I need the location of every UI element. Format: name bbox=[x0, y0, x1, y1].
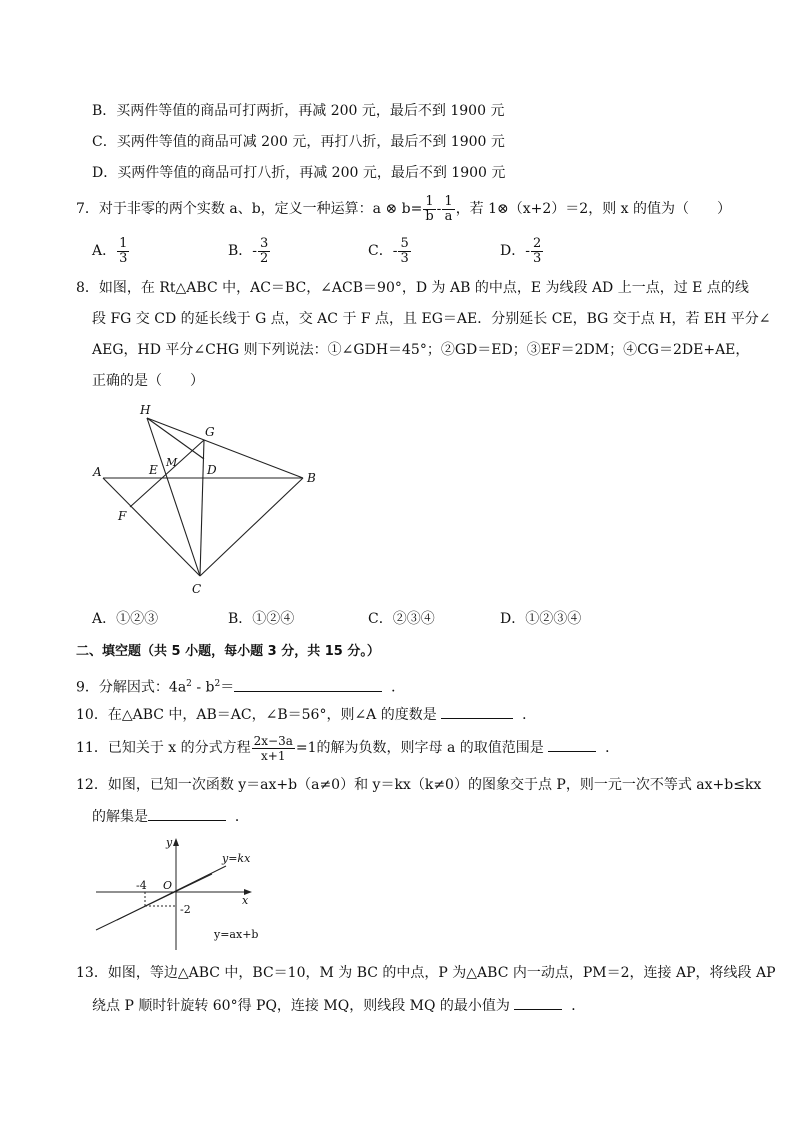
q12-function-graph bbox=[88, 832, 268, 954]
q8-seg-hc bbox=[147, 418, 200, 576]
q12-label-ykx: y=kx bbox=[222, 852, 251, 865]
q10-answer-blank[interactable] bbox=[441, 704, 513, 719]
q7-suffix: ，若 1⊗（x+2）＝2，则 x 的值为（ ） bbox=[455, 201, 732, 217]
q7-frac1-num: 1 bbox=[423, 195, 435, 210]
q10-line bbox=[76, 704, 536, 725]
q12-y-label: y bbox=[166, 836, 173, 849]
q11-prefix: 11．已知关于 x 的分式方程 bbox=[76, 740, 251, 756]
q7-option-b-sign: - bbox=[252, 243, 258, 259]
q7-option-d-label: D． bbox=[500, 243, 526, 259]
q8-label-a: A bbox=[93, 465, 102, 479]
q9-sup1: 2 bbox=[186, 679, 192, 689]
q12-x-label: x bbox=[242, 894, 249, 907]
q13-end: ． bbox=[571, 998, 586, 1014]
q7-option-a-label: A． bbox=[92, 243, 117, 259]
q7-option-b-den: 2 bbox=[260, 250, 269, 266]
q8-option-b: B．①②④ bbox=[228, 611, 295, 627]
q12-line-2 bbox=[92, 806, 249, 827]
q9-end: ． bbox=[391, 679, 406, 696]
q7-frac1-den: b bbox=[425, 208, 434, 224]
q13-line2-text: 绕点 P 顺时针旋转 60°得 PQ，连接 MQ，则线段 MQ 的最小值为 bbox=[92, 998, 510, 1014]
q7-option-d bbox=[500, 236, 544, 266]
q13-line-2 bbox=[92, 995, 585, 1016]
q7-option-d-sign: - bbox=[525, 243, 530, 259]
q10-end: ． bbox=[522, 707, 537, 723]
q9-answer-blank[interactable] bbox=[234, 677, 382, 692]
q7-option-c bbox=[368, 236, 412, 266]
q8-seg-bc bbox=[200, 478, 303, 576]
q7-stem bbox=[76, 194, 731, 224]
q8-seg-hb bbox=[147, 418, 303, 478]
q7-option-c-sign: - bbox=[392, 243, 398, 259]
q11-frac-den: x+1 bbox=[261, 748, 286, 763]
q7-frac1 bbox=[423, 195, 435, 224]
q8-label-h: H bbox=[140, 403, 151, 417]
q8-seg-gf bbox=[130, 440, 204, 507]
q8-line-1: 8．如图，在 Rt△ABC 中，AC＝BC，∠ACB＝90°，D 为 AB 的中点，E 为线段 AD 上一点，过 E 点的线 bbox=[76, 280, 749, 296]
q6-option-c: C．买两件等值的商品可减 200 元，再打八折，最后不到 1900 元 bbox=[92, 134, 505, 150]
q9-prefix: 9．分解因式：4a bbox=[76, 679, 187, 696]
q7-option-c-den: 3 bbox=[400, 250, 409, 266]
q12-label-yaxb: y=ax+b bbox=[214, 928, 259, 941]
q8-triangle-figure bbox=[86, 398, 326, 598]
section-2-heading: 二、填空题（共 5 小题，每小题 3 分，共 15 分。） bbox=[76, 644, 380, 659]
q8-label-c: C bbox=[192, 582, 202, 596]
q8-label-e: E bbox=[149, 463, 158, 477]
q12-end: ． bbox=[234, 809, 249, 825]
q7-option-c-num: 5 bbox=[400, 235, 409, 251]
q12-y-tick-label: -2 bbox=[180, 903, 191, 916]
q7-option-b-num: 3 bbox=[260, 235, 269, 251]
q8-seg-hd bbox=[147, 418, 204, 459]
q8-option-c: C．②③④ bbox=[368, 611, 435, 627]
q9-mid: - b bbox=[191, 679, 215, 696]
q7-option-d-den: 3 bbox=[532, 250, 542, 266]
q13-answer-blank[interactable] bbox=[514, 995, 562, 1010]
q9-eq: ＝ bbox=[220, 679, 235, 696]
q12-origin-label: O bbox=[163, 879, 173, 892]
q11-end: ． bbox=[605, 740, 620, 756]
q13-line-1: 13．如图，等边△ABC 中，BC＝10，M 为 BC 的中点，P 为△ABC 内一动点，PM＝2，连接 AP，将线段 AP bbox=[76, 965, 776, 981]
q7-option-a bbox=[92, 236, 130, 266]
q12-line-1: 12．如图，已知一次函数 y＝ax+b（a≠0）和 y＝kx（k≠0）的图象交于点 P，则一元一次不等式 ax+b≤kx bbox=[76, 777, 762, 793]
q11-suffix: =1的解为负数，则字母 a 的取值范围是 bbox=[295, 740, 544, 756]
q12-answer-blank[interactable] bbox=[148, 806, 226, 821]
q12-line-axb bbox=[96, 874, 212, 930]
q8-label-g: G bbox=[205, 425, 215, 439]
q7-option-b bbox=[228, 236, 271, 266]
q6-option-d: D．买两件等值的商品可打八折，再减 200 元，最后不到 1900 元 bbox=[92, 165, 506, 181]
q8-label-m: M bbox=[166, 456, 178, 469]
q7-option-c-label: C． bbox=[368, 243, 393, 259]
q8-label-f: F bbox=[118, 509, 127, 523]
q7-prefix: 7．对于非零的两个实数 a、b，定义一种运算：a ⊗ b= bbox=[76, 201, 423, 217]
q7-option-d-num: 2 bbox=[532, 235, 542, 251]
q12-x-tick-label: -4 bbox=[136, 879, 147, 892]
q11-answer-blank[interactable] bbox=[548, 737, 596, 752]
q12-y-arrow bbox=[173, 838, 179, 846]
q8-label-b: B bbox=[307, 471, 316, 485]
q8-line-4: 正确的是（ ） bbox=[92, 373, 204, 389]
q10-text: 10．在△ABC 中，AB＝AC，∠B＝56°，则∠A 的度数是 bbox=[76, 707, 437, 723]
q7-minus: - bbox=[436, 201, 442, 217]
q11-line bbox=[76, 733, 619, 763]
q7-option-a-den: 3 bbox=[119, 250, 128, 266]
q9-line bbox=[76, 674, 405, 698]
q8-line-2: 段 FG 交 CD 的延长线于 G 点，交 AC 于 F 点，且 EG＝AE．分别延长 CE，BG 交于点 H，若 EH 平分∠ bbox=[92, 311, 771, 327]
q7-frac2-num: 1 bbox=[444, 193, 453, 209]
q7-option-b-label: B． bbox=[228, 243, 253, 259]
q8-label-d: D bbox=[207, 463, 217, 477]
q8-seg-gc bbox=[200, 440, 204, 576]
q12-line2-prefix: 的解集是 bbox=[92, 809, 148, 825]
q7-frac2-den: a bbox=[444, 208, 453, 224]
q8-option-a: A．①②③ bbox=[92, 611, 159, 627]
q9-sup2: 2 bbox=[214, 679, 221, 689]
q8-option-d: D．①②③④ bbox=[500, 611, 582, 627]
q6-option-b: B．买两件等值的商品可打两折，再减 200 元，最后不到 1900 元 bbox=[92, 103, 505, 119]
q7-option-a-num: 1 bbox=[119, 235, 128, 251]
q7-frac2 bbox=[442, 195, 454, 224]
q8-line-3: AEG，HD 平分∠CHG 则下列说法：①∠GDH＝45°；②GD＝ED；③EF＝2DM；④CG＝2DE+AE， bbox=[92, 342, 750, 358]
q8-seg-ac bbox=[103, 478, 200, 576]
q11-frac-num: 2x−3a bbox=[253, 733, 293, 748]
